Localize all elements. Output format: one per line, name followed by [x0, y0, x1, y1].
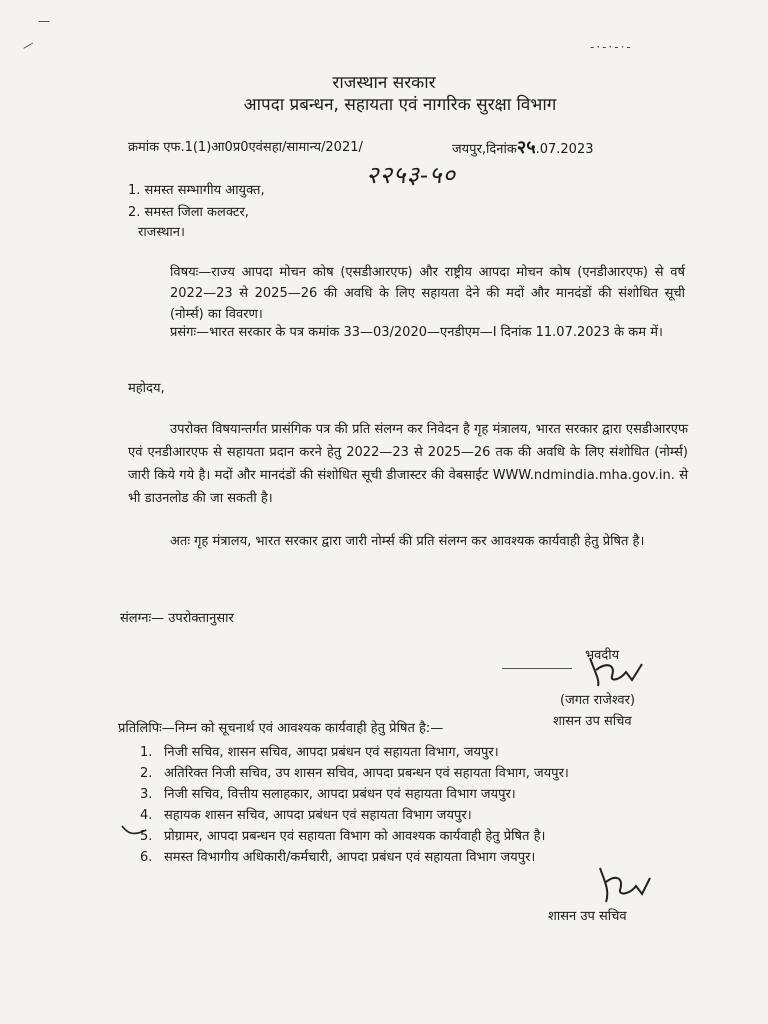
copy-item [140, 784, 516, 802]
signature-mark [592, 862, 662, 906]
copy-item-text: निजी सचिव, शासन सचिव, आपदा प्रबंधन एवं सहायता विभाग, जयपुर। [164, 745, 499, 760]
copy-item-text: प्रोग्रामर, आपदा प्रबन्धन एवं सहायता विभाग को आवश्यक कार्यवाही हेतु प्रेषित है। [164, 829, 546, 844]
signatory-designation: शासन उप सचिव [553, 714, 632, 729]
copy-item [140, 826, 545, 844]
copy-item [140, 742, 499, 760]
signature-mark [580, 650, 660, 690]
copy-item-number: 2. [140, 766, 153, 781]
addressee-1: 1. समस्त सम्भागीय आयुक्त, [128, 183, 265, 198]
scan-mark: — [38, 14, 50, 28]
copy-item-text: निजी सचिव, वित्तीय सलाहकार, आपदा प्रबंधन एवं सहायता विभाग जयपुर। [164, 787, 516, 802]
closing: भवदीय [585, 648, 620, 663]
handwritten-dispatch-number: २२५३-५० [366, 161, 456, 189]
copy-item-number: 4. [140, 808, 153, 823]
subject-line: विषयः—राज्य आपदा मोचन कोष (एसडीआरएफ) और राष्ट्रीय आपदा मोचन कोष (एनडीआरएफ) से वर्ष 2022—23 से 2025—26 की अवधि के लिए सहायता देने की मदों और मानदंडों की संशोधित सूची (नोर्म्स) का विवरण। [170, 265, 685, 322]
copy-item [140, 805, 472, 823]
addressee-2: 2. समस्त जिला कलक्टर, [128, 205, 249, 220]
copy-item-text: सहायक शासन सचिव, आपदा प्रबंधन एवं सहायता विभाग जयपुर। [164, 808, 472, 823]
scan-mark: -·-·-·- [590, 40, 633, 54]
body-paragraph-2: अतः गृह मंत्रालय, भारत सरकार द्वारा जारी नोर्म्स की प्रति संलग्न कर आवश्यक कार्यवाही हेतु प्रेषित है। [170, 534, 645, 549]
check-mark [120, 820, 150, 840]
signatory-name: (जगत राजेश्वर) [560, 693, 636, 708]
department-name: आपदा प्रबन्धन, सहायता एवं नागरिक सुरक्षा विभाग [243, 95, 557, 115]
scan-mark: — [19, 35, 37, 55]
copy-item [140, 847, 535, 865]
copy-item-number: 6. [140, 850, 153, 865]
copy-item-text: अतिरिक्त निजी सचिव, उप शासन सचिव, आपदा प्रबन्धन एवं सहायता विभाग, जयपुर। [164, 766, 569, 781]
salutation: महोदय, [128, 381, 165, 396]
body-paragraph-1: उपरोक्त विषयान्तर्गत प्रासंगिक पत्र की प्रति संलग्न कर निवेदन है गृह मंत्रालय, भारत सरकार द्वारा एसडीआरएफ एवं एनडीआरएफ से सहायता प्रदान करने हेतु 2022—23 से 2025—26 तक की अवधि के लिए संशोधित (नोर्म्स) जारी किये गये है। मदों और मानदंडों की संशोधित सूची डीजास्टर की वेबसाईट WWW.ndmindia.mha.gov.in. से भी डाउनलोड की जा सकती है। [128, 422, 688, 506]
copy-item [140, 763, 569, 781]
place-date [452, 135, 593, 159]
signature-dash [502, 668, 572, 669]
copy-to-label: प्रतिलिपिः—निम्न को सूचनार्थ एवं आवश्यक कार्यवाही हेतु प्रेषित है:— [118, 721, 444, 736]
context-line: प्रसंगः—भारत सरकार के पत्र कमांक 33—03/2020—एनडीएम—I दिनांक 11.07.2023 के कम में। [170, 325, 663, 340]
enclosure: संलग्नः— उपरोक्तानुसार [120, 611, 234, 626]
signatory-designation: शासन उप सचिव [548, 909, 627, 924]
reference-number: क्रमांक एफ.1(1)आ0प्र0एवंसहा/सामान्य/2021/ [128, 140, 363, 155]
date-suffix: .07.2023 [535, 142, 594, 157]
copy-item-number: 1. [140, 745, 153, 760]
copy-item-text: समस्त विभागीय अधिकारी/कर्मचारी, आपदा प्रबंधन एवं सहायता विभाग जयपुर। [164, 850, 536, 865]
addressee-state: राजस्थान। [138, 225, 185, 240]
government-name: राजस्थान सरकार [332, 73, 436, 93]
place-date-prefix: जयपुर,दिनांक [452, 142, 517, 157]
copy-item-number: 3. [140, 787, 153, 802]
copy-item-number: 5. [140, 829, 153, 844]
handwritten-day: २५ [516, 137, 536, 158]
